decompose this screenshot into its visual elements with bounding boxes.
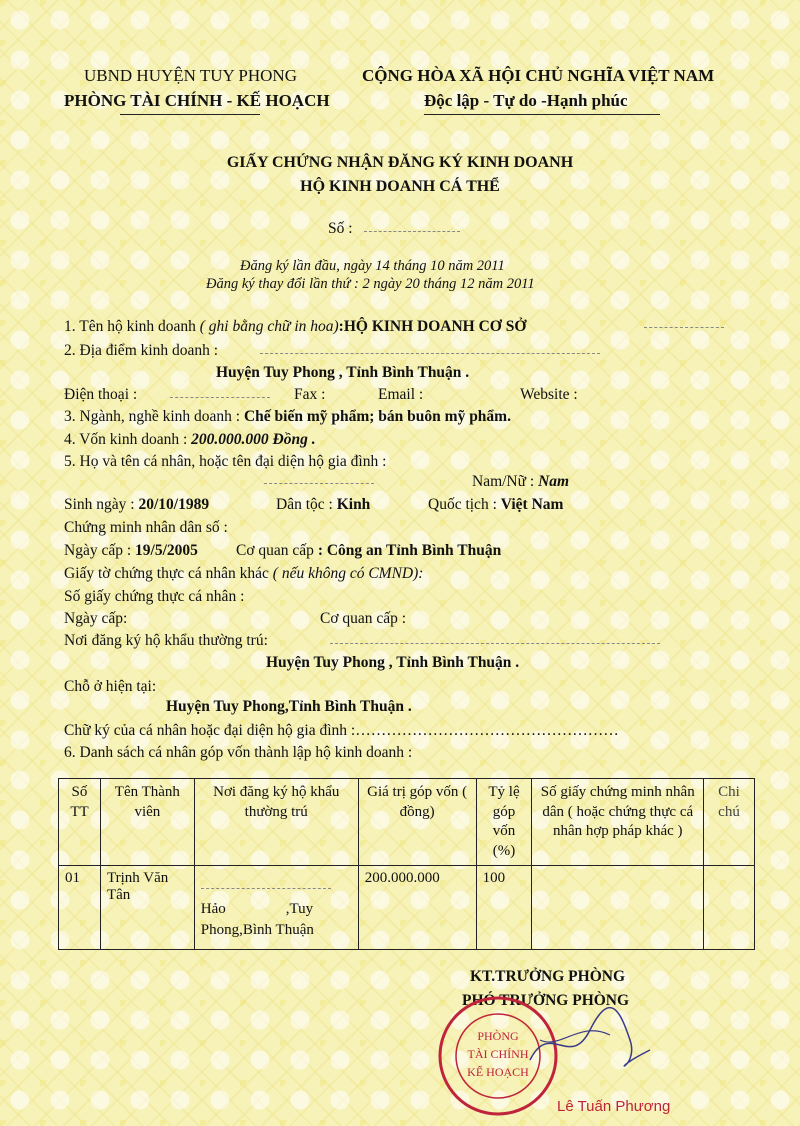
header-agency: UBND HUYỆN TUY PHONG [84,66,297,85]
ethnic-field: Dân tộc : Kinh [276,496,371,513]
cell-address: Hảo ,Tuy Phong,Bình Thuận [194,866,358,950]
signature-line: Chữ ký của cá nhân hoặc đại diện hộ gia đình :…………………………………………… [64,722,619,739]
residence-redacted [330,642,660,644]
certificate-number-label: Số : [328,220,353,237]
business-name-redacted [644,326,724,328]
other-issue-date-label: Ngày cấp: [64,610,128,627]
issue-date-field: Ngày cấp : 19/5/2005 [64,542,198,559]
header-member-name: Tên Thành viên [100,779,194,866]
signer-name: Lê Tuấn Phương [557,1098,671,1115]
cell-capital: 200.000.000 [358,866,476,950]
email-label: Email : [378,386,424,403]
changed-registration: Đăng ký thay đổi lần thứ : 2 ngày 20 tháng 12 năm 2011 [206,276,535,292]
field-business-location: 2. Địa điểm kinh doanh : [64,342,219,359]
other-doc-number-label: Số giấy chứng thực cá nhân : [64,588,245,605]
fax-label: Fax : [294,386,326,403]
field-business-line: 3. Ngành, nghề kinh doanh : Chế biến mỹ phẩm; bán buôn mỹ phẩm. [64,408,511,425]
header-department: PHÒNG TÀI CHÍNH - KẾ HOẠCH [64,91,330,110]
header-address: Nơi đăng ký hộ khẩu thường trú [194,779,358,866]
cell-id [532,866,704,950]
signature-scribble-icon [520,1000,660,1080]
residence-value: Huyện Tuy Phong , Tỉnh Bình Thuận . [266,654,520,671]
table-row [59,866,755,950]
signoff-subtitle: PHÓ TRƯỞNG PHÒNG [462,992,630,1009]
certificate-title: GIẤY CHỨNG NHẬN ĐĂNG KÝ KINH DOANH [226,154,574,171]
current-address-value: Huyện Tuy Phong,Tỉnh Bình Thuận . [166,698,412,715]
header-id: Số giấy chứng minh nhân dân ( hoặc chứng thực cá nhân hợp pháp khác ) [532,779,704,866]
stamp-line1: PHÒNG [477,1029,519,1043]
contributors-table [58,778,755,950]
header-motto: Độc lập - Tự do -Hạnh phúc [424,91,628,110]
signoff-title: KT.TRƯỞNG PHÒNG [470,968,625,985]
header-right-underline [424,114,660,115]
id-number-label: Chứng minh nhân dân số : [64,519,228,536]
header-note: Chi chú [704,779,755,866]
header-capital: Giá trị góp vốn ( đồng) [358,779,476,866]
field-capital: 4. Vốn kinh doanh : 200.000.000 Đồng . [64,431,316,448]
cell-member-name: Trịnh Văn Tân [100,866,194,950]
cell-note [704,866,755,950]
header-country: CỘNG HÒA XÃ HỘI CHỦ NGHĨA VIỆT NAM [362,66,715,85]
business-location-value: Huyện Tuy Phong , Tỉnh Bình Thuận . [216,364,470,381]
table-header-row [59,779,755,866]
current-address-label: Chỗ ở hiện tại: [64,678,157,695]
stamp-line3: KẾ HOẠCH [467,1065,529,1079]
website-label: Website : [520,386,578,403]
certificate-number-redacted [364,230,460,232]
phone-label: Điện thoại : [64,386,138,403]
issuer-field: Cơ quan cấp : Công an Tỉnh Bình Thuận [236,542,502,559]
dob-field: Sinh ngày : 20/10/1989 [64,496,210,513]
cell-ratio: 100 [476,866,532,950]
owner-name-redacted [264,482,374,484]
certificate-subtitle: HỘ KINH DOANH CÁ THỂ [300,178,500,195]
business-location-redacted [260,352,600,354]
header-ratio: Tỷ lệ góp vốn (%) [476,779,532,866]
residence-label: Nơi đăng ký hộ khẩu thường trú: [64,632,268,649]
other-doc-field: Giấy tờ chứng thực cá nhân khác ( nếu không có CMND): [64,565,424,582]
stamp-line2: TÀI CHÍNH [467,1047,529,1061]
field-owner-name-label: 5. Họ và tên cá nhân, hoặc tên đại diện hộ gia đình : [64,453,387,470]
header-left-underline [120,114,260,115]
gender-field: Nam/Nữ : Nam [472,473,570,490]
address-redacted [201,874,331,889]
phone-redacted [170,396,270,398]
nationality-field: Quốc tịch : Việt Nam [428,496,564,513]
other-issuer-label: Cơ quan cấp : [320,610,407,627]
field-business-name: 1. Tên hộ kinh doanh ( ghi bằng chữ in hoa):HỘ KINH DOANH CƠ SỞ [64,318,527,335]
first-registration: Đăng ký lần đầu, ngày 14 tháng 10 năm 2011 [240,258,505,274]
header-stt: Số TT [59,779,101,866]
contributors-label: 6. Danh sách cá nhân góp vốn thành lập hộ kinh doanh : [64,744,413,761]
cell-stt: 01 [59,866,101,950]
